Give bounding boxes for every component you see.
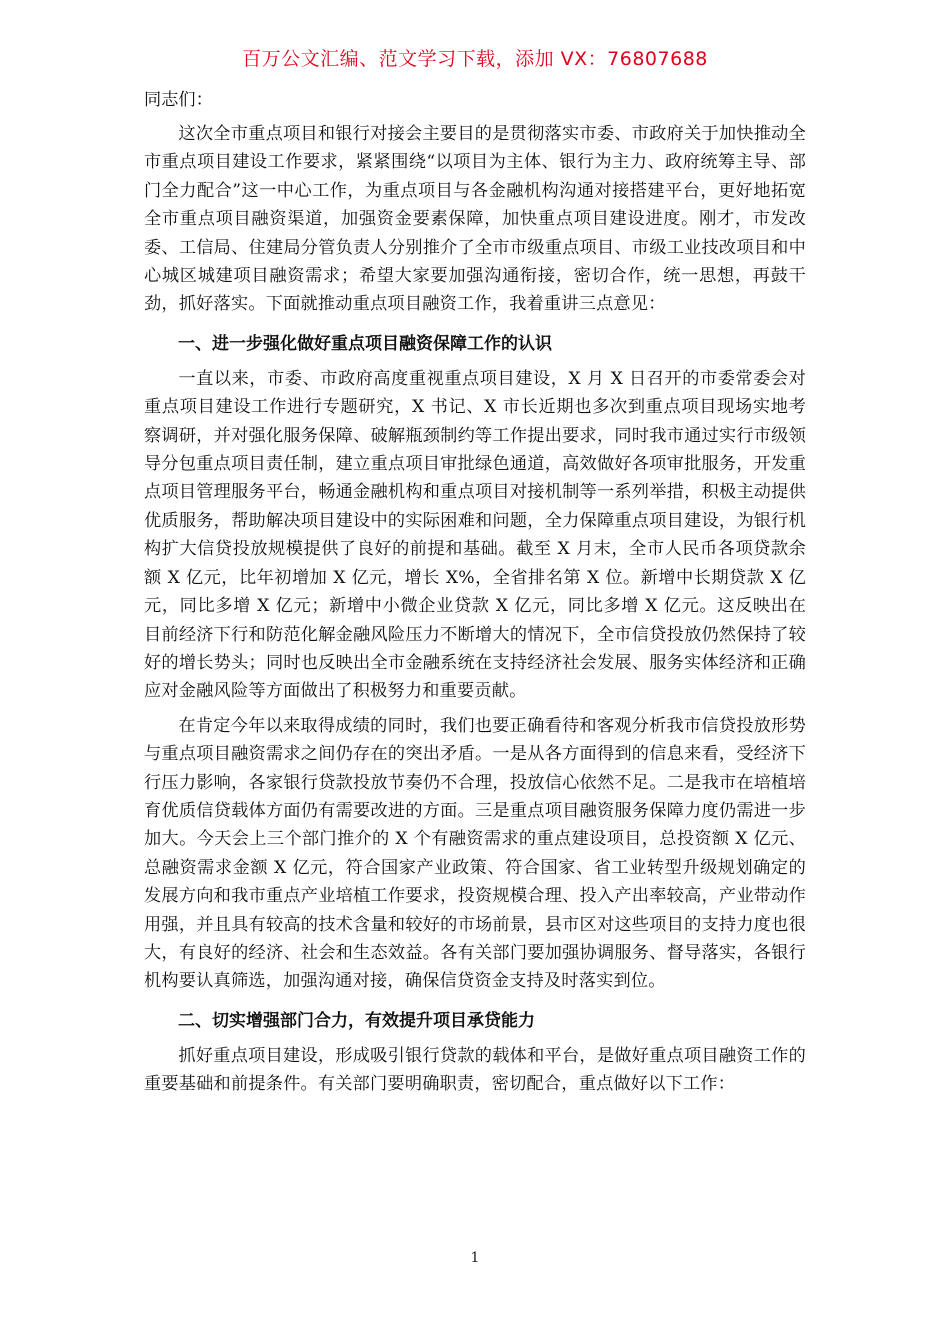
intro-paragraph: 这次全市重点项目和银行对接会主要目的是贯彻落实市委、市政府关于加快推动全市重点项目建设工作要求，紧紧围绕“以项目为主体、银行为主力、政府统筹主导、部门全力配合”这一中心工作，为重点项目与各金融机构沟通对接搭建平台，更好地拓宽全市重点项目融资渠道，加强资金要素保障，加快重点项目建设进度。刚才，市发改委、工信局、住建局分管负责人分别推介了全市市级重点项目、市级工业技改项目和中心城区城建项目融资需求；希望大家要加强沟通衔接，密切合作，统一思想，再鼓干劲，抓好落实。下面就推动重点项目融资工作，我着重讲三点意见： <box>144 124 806 315</box>
salutation: 同志们： <box>144 90 213 110</box>
promo-banner: 百万公文汇编、范文学习下载，添加 VX：76807688 <box>242 48 708 70</box>
page-number: 1 <box>470 1250 480 1266</box>
document-body <box>144 86 806 1099</box>
section-2-paragraph-1: 抓好重点项目建设，形成吸引银行贷款的载体和平台，是做好重点项目融资工作的重要基础和前提条件。有关部门要明确职责，密切配合，重点做好以下工作： <box>144 1045 806 1095</box>
section-1-paragraph-1: 一直以来，市委、市政府高度重视重点项目建设，X 月 X 日召开的市委常委会对重点项目建设工作进行专题研究，X 书记、X 市长近期也多次到重点项目现场实地考察调研，并对强化服务保障、破解瓶颈制约等工作提出要求，同时我市通过实行市级领导分包重点项目责任制，建立重点项目审批绿色通道，高效做好各项审批服务，开发重点项目管理服务平台，畅通金融机构和重点项目对接机制等一系列举措，积极主动提供优质服务，帮助解决项目建设中的实际困难和问题，全力保障重点项目建设，为银行机构扩大信贷投放规模提供了良好的前提和基础。截至 X 月末，全市人民币各项贷款余额 X 亿元，比年初增加 X 亿元，增长 X%，全省排名第 X 位。新增中长期贷款 X 亿元，同比多增 X 亿元；新增中小微企业贷款 X 亿元，同比多增 X 亿元。这反映出在目前经济下行和防范化解金融风险压力不断增大的情况下，全市信贷投放仍然保持了较好的增长势头；同时也反映出全市金融系统在支持经济社会发展、服务实体经济和正确应对金融风险等方面做出了积极努力和重要贡献。 <box>144 368 806 702</box>
section-1-paragraph-2: 在肯定今年以来取得成绩的同时，我们也要正确看待和客观分析我市信贷投放形势与重点项目融资需求之间仍存在的突出矛盾。一是从各方面得到的信息来看，受经济下行压力影响，各家银行贷款投放节奏仍不合理，投放信心依然不足。二是我市在培植培育优质信贷载体方面仍有需要改进的方面。三是重点项目融资服务保障力度仍需进一步加大。今天会上三个部门推介的 X 个有融资需求的重点建设项目，总投资额 X 亿元、总融资需求金额 X 亿元，符合国家产业政策、符合国家、省工业转型升级规划确定的发展方向和我市重点产业培植工作要求，投资规模合理、投入产出率较高，产业带动作用强，并且具有较高的技术含量和较好的市场前景，县市区对这些项目的支持力度也很大，有良好的经济、社会和生态效益。各有关部门要加强协调服务、督导落实，各银行机构要认真筛选，加强沟通对接，确保信贷资金支持及时落实到位。 <box>144 715 806 992</box>
section-heading-2: 二、切实增强部门合力，有效提升项目承贷能力 <box>178 1010 535 1031</box>
section-heading-1: 一、进一步强化做好重点项目融资保障工作的认识 <box>178 333 552 354</box>
